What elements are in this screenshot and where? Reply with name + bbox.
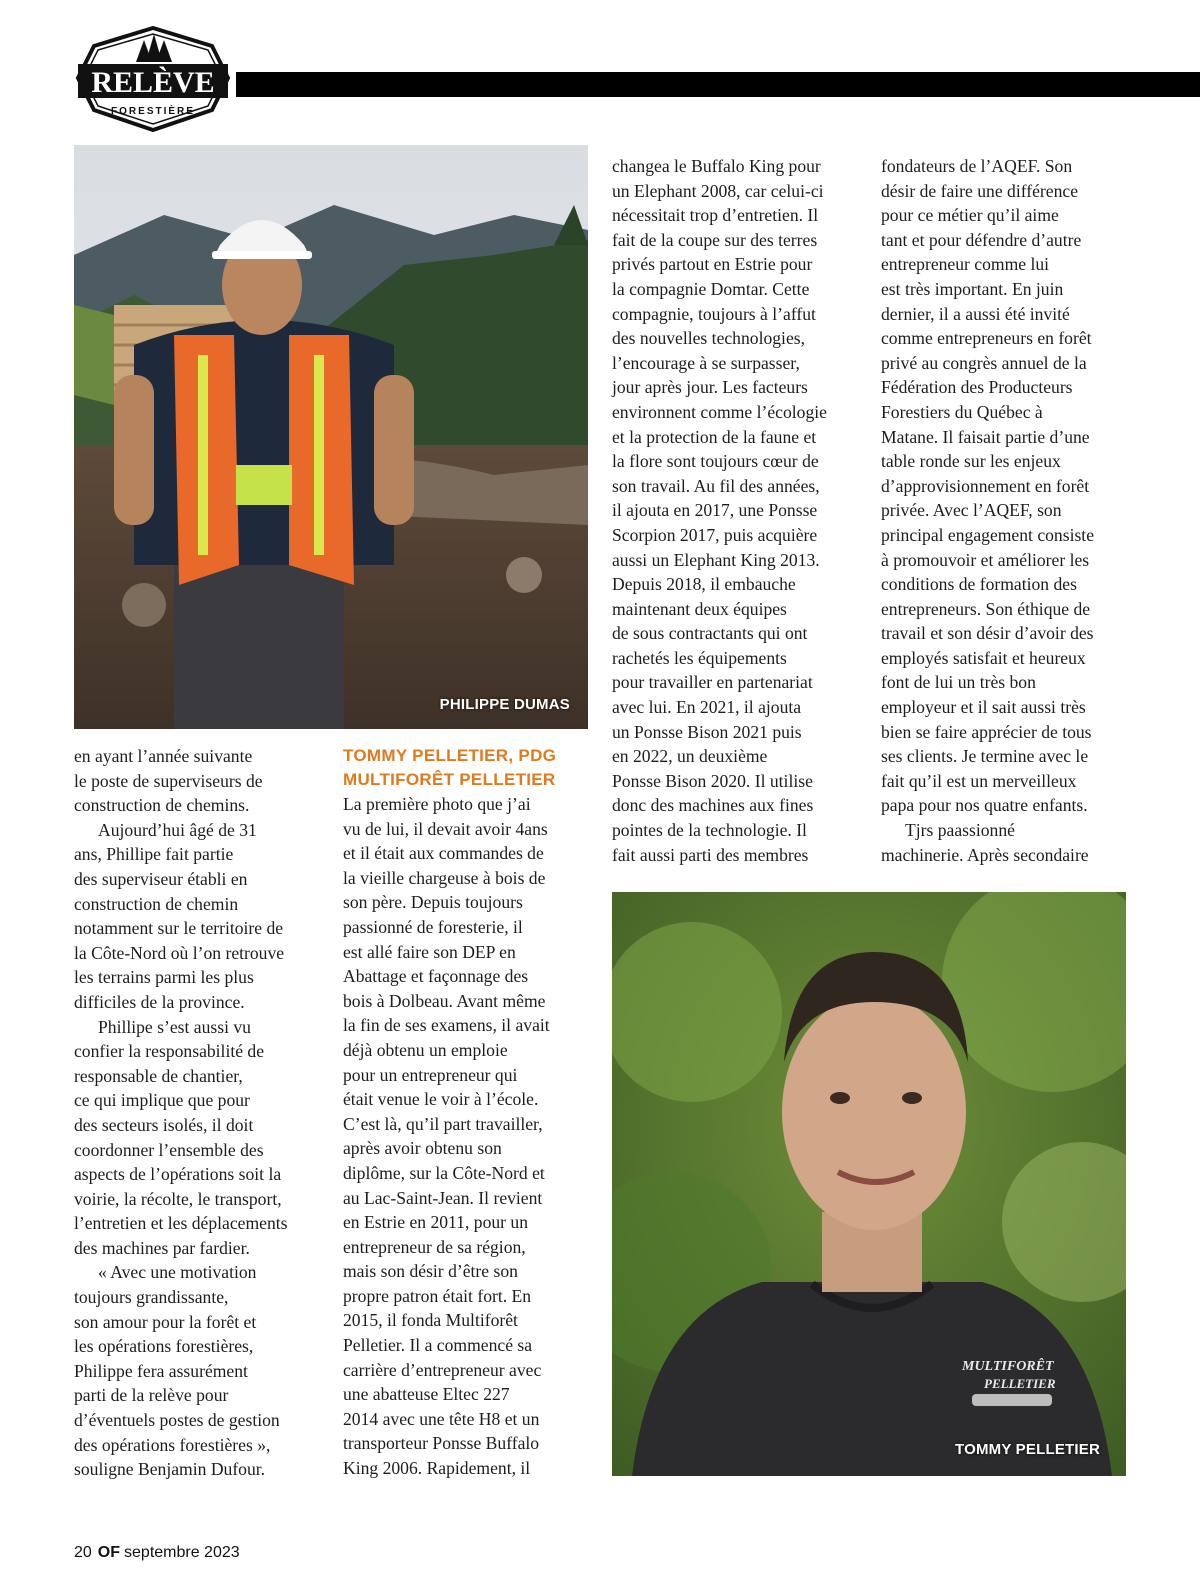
text-line: l’encourage à se surpasser, (612, 352, 800, 373)
text-line: bien se faire apprécier de tous (881, 721, 1092, 742)
text-line: Fédération des Producteurs (881, 377, 1073, 398)
text-line: Matane. Il faisait partie d’une (881, 426, 1090, 447)
text-line: comme entrepreneurs en forêt (881, 328, 1092, 349)
text-line: et la protection de la faune et (612, 426, 817, 447)
text-line: tant et pour défendre d’autre (881, 229, 1082, 250)
text-line: pointes de la technologie. Il (612, 820, 807, 841)
text-line: des superviseur établi en (74, 868, 248, 889)
text-line: pour ce métier qu’il aime (881, 205, 1059, 226)
article-column-2 (343, 744, 593, 1481)
text-line: Philippe fera assurément (74, 1360, 248, 1381)
text-line: dernier, il a aussi été invité (881, 303, 1070, 324)
text-line: aussi un Elephant King 2013. (612, 549, 820, 570)
page-footer (74, 1544, 240, 1562)
text-line: employés satisfait et heureux (881, 647, 1086, 668)
text-line: Forestiers du Québec à (881, 401, 1043, 422)
text-line: King 2006. Rapidement, il (343, 1458, 531, 1479)
text-line: des opérations forestières », (74, 1434, 271, 1455)
text-line: son père. Depuis toujours (343, 892, 523, 913)
text-line: fait de la coupe sur des terres (612, 229, 818, 250)
text-line: ans, Phillipe fait partie (74, 844, 234, 865)
text-line: il ajouta en 2017, une Ponsse (612, 500, 818, 521)
text-line: fait aussi parti des membres (612, 844, 809, 865)
text-line: C’est là, qu’il part travailler, (343, 1113, 543, 1134)
text-line: privés partout en Estrie pour (612, 254, 813, 275)
shirt-logo-line1: MULTIFORÊT (962, 1359, 1054, 1374)
text-line: la compagnie Domtar. Cette (612, 278, 810, 299)
text-line: en 2022, un deuxième (612, 746, 768, 767)
text-line: bois à Dolbeau. Avant même (343, 990, 546, 1011)
magazine-brand: OF (97, 1544, 121, 1561)
section-heading-line1: TOMMY PELLETIER, PDG (343, 746, 557, 765)
text-line: après avoir obtenu son (343, 1138, 502, 1159)
text-line: son travail. Au fil des années, (612, 475, 820, 496)
text-line: mais son désir d’être son (343, 1261, 518, 1282)
text-line: était venue le voir à l’école. (343, 1089, 539, 1110)
text-line: carrière d’entrepreneur avec (343, 1359, 542, 1380)
text-line: construction de chemin (74, 893, 239, 914)
text-line: construction de chemins. (74, 795, 250, 816)
article-column-3 (612, 154, 862, 867)
text-line: diplôme, sur la Côte-Nord et (343, 1162, 545, 1183)
text-line: et il était aux commandes de (343, 843, 544, 864)
text-line: nécessitait trop d’entretien. Il (612, 205, 819, 226)
text-line: toujours grandissante, (74, 1287, 229, 1308)
text-line: propre patron était fort. En (343, 1285, 532, 1306)
text-line: pour un entrepreneur qui (343, 1064, 518, 1085)
text-line: la flore sont toujours cœur de (612, 451, 819, 472)
text-line: coordonner l’ensemble des (74, 1139, 264, 1160)
text-line: environnent comme l’écologie (612, 401, 827, 422)
text-line: d’approvisionnement en forêt (881, 475, 1090, 496)
text-line: fait qu’il est un merveilleux (881, 770, 1077, 791)
text-line: de sous contractants qui ont (612, 623, 808, 644)
text-line: en ayant l’année suivante (74, 746, 253, 766)
text-line: rachetés les équipements (612, 647, 787, 668)
text-line: souligne Benjamin Dufour. (74, 1459, 266, 1480)
text-line: avec lui. En 2021, il ajouta (612, 697, 802, 718)
text-line: un Ponsse Bison 2021 puis (612, 721, 802, 742)
text-line: jour après jour. Les facteurs (612, 377, 808, 398)
text-line: Phillipe s’est aussi vu (98, 1016, 251, 1037)
text-line: pour travailler en partenariat (612, 672, 813, 693)
text-line: est allé faire son DEP en (343, 941, 516, 962)
article-column-4 (881, 154, 1131, 867)
article-column-1 (74, 744, 324, 1482)
text-line: « Avec une motivation (98, 1262, 257, 1283)
text-line: maintenant deux équipes (612, 598, 787, 619)
text-line: entrepreneurs. Son éthique de (881, 598, 1091, 619)
text-line: la vieille chargeuse à bois de (343, 867, 546, 888)
photo-philippe-dumas (74, 145, 588, 729)
text-line: des secteurs isolés, il doit (74, 1114, 254, 1135)
text-line: entrepreneur comme lui (881, 254, 1050, 275)
text-line: donc des machines aux fines (612, 795, 814, 816)
text-line: le poste de superviseurs de (74, 770, 263, 791)
text-line: vu de lui, il devait avoir 4ans (343, 818, 548, 839)
text-line: déjà obtenu un emploie (343, 1039, 508, 1060)
text-line: des nouvelles technologies, (612, 328, 805, 349)
text-line: Abattage et façonnage des (343, 966, 529, 987)
text-line: Pelletier. Il a commencé sa (343, 1335, 533, 1356)
text-line: Ponsse Bison 2020. Il utilise (612, 770, 813, 791)
text-line: l’entretien et les déplacements (74, 1213, 288, 1234)
text-line: privée. Avec l’AQEF, son (881, 500, 1062, 521)
text-line: Scorpion 2017, puis acquière (612, 524, 818, 545)
text-line: notamment sur le territoire de (74, 918, 284, 939)
text-line: un Elephant 2008, car celui-ci (612, 180, 824, 201)
text-line: au Lac-Saint-Jean. Il revient (343, 1187, 543, 1208)
text-line: passionné de foresterie, il (343, 916, 523, 937)
text-line: d’éventuels postes de gestion (74, 1410, 280, 1431)
text-line: voirie, la récolte, le transport, (74, 1188, 282, 1209)
text-line: aspects de l’opérations soit la (74, 1164, 282, 1185)
text-line: principal engagement consiste (881, 524, 1095, 545)
text-line: ses clients. Je termine avec le (881, 746, 1089, 767)
text-line: La première photo que j’ai (343, 794, 531, 814)
issue-date: septembre 2023 (124, 1544, 240, 1561)
text-line: compagnie, toujours à l’affut (612, 303, 816, 324)
logo-subtitle: FORESTIÈRE (111, 106, 195, 117)
text-line: en Estrie en 2011, pour un (343, 1212, 529, 1233)
text-line: transporteur Ponsse Buffalo (343, 1433, 540, 1454)
text-line: font de lui un très bon (881, 672, 1036, 693)
photo-tommy-pelletier (612, 892, 1126, 1476)
text-line: fondateurs de l’AQEF. Son (881, 156, 1073, 176)
text-line: Tjrs paassionné (905, 820, 1015, 841)
text-line: machinerie. Après secondaire (881, 844, 1089, 865)
text-line: confier la responsabilité de (74, 1041, 265, 1062)
text-line: à promouvoir et améliorer les (881, 549, 1090, 570)
shirt-logo-line2: PELLETIER (984, 1376, 1056, 1391)
section-heading-line2: MULTIFORÊT PELLETIER (343, 770, 556, 789)
text-line: table ronde sur les enjeux (881, 451, 1061, 472)
text-line: responsable de chantier, (74, 1065, 243, 1086)
text-line: une abatteuse Eltec 227 (343, 1384, 510, 1405)
header-bar (236, 72, 1200, 97)
text-line: la Côte-Nord où l’on retrouve (74, 942, 285, 963)
text-line: la fin de ses examens, il avait (343, 1015, 550, 1036)
article-column-2-body (343, 792, 593, 1481)
page-number: 20 (74, 1544, 92, 1561)
text-line: des machines par fardier. (74, 1237, 250, 1258)
text-line: désir de faire une différence (881, 180, 1079, 201)
text-line: entrepreneur de sa région, (343, 1236, 526, 1257)
text-line: les terrains parmi les plus (74, 967, 254, 988)
text-line: 2014 avec une tête H8 et un (343, 1408, 540, 1429)
text-line: employeur et il sait aussi très (881, 697, 1086, 718)
photo-credit-philippe: PHILIPPE DUMAS (439, 696, 570, 713)
text-line: privé au congrès annuel de la (881, 352, 1087, 373)
text-line: Aujourd’hui âgé de 31 (98, 819, 257, 840)
text-line: papa pour nos quatre enfants. (881, 795, 1088, 816)
text-line: travail et son désir d’avoir des (881, 623, 1094, 644)
text-line: ce qui implique que pour (74, 1090, 250, 1111)
text-line: son amour pour la forêt et (74, 1311, 257, 1332)
text-line: Depuis 2018, il embauche (612, 574, 796, 595)
text-line: parti de la relève pour (74, 1385, 229, 1406)
text-line: changea le Buffalo King pour (612, 156, 821, 176)
text-line: est très important. En juin (881, 278, 1064, 299)
logo-title: RELÈVE (91, 66, 215, 99)
photo-credit-tommy: TOMMY PELLETIER (955, 1441, 1100, 1458)
text-line: conditions de formation des (881, 574, 1077, 595)
text-line: 2015, il fonda Multiforêt (343, 1310, 518, 1331)
releve-forestiere-logo (74, 26, 232, 132)
text-line: les opérations forestières, (74, 1336, 254, 1357)
logo-badge-icon (74, 26, 232, 132)
text-line: difficiles de la province. (74, 991, 245, 1012)
